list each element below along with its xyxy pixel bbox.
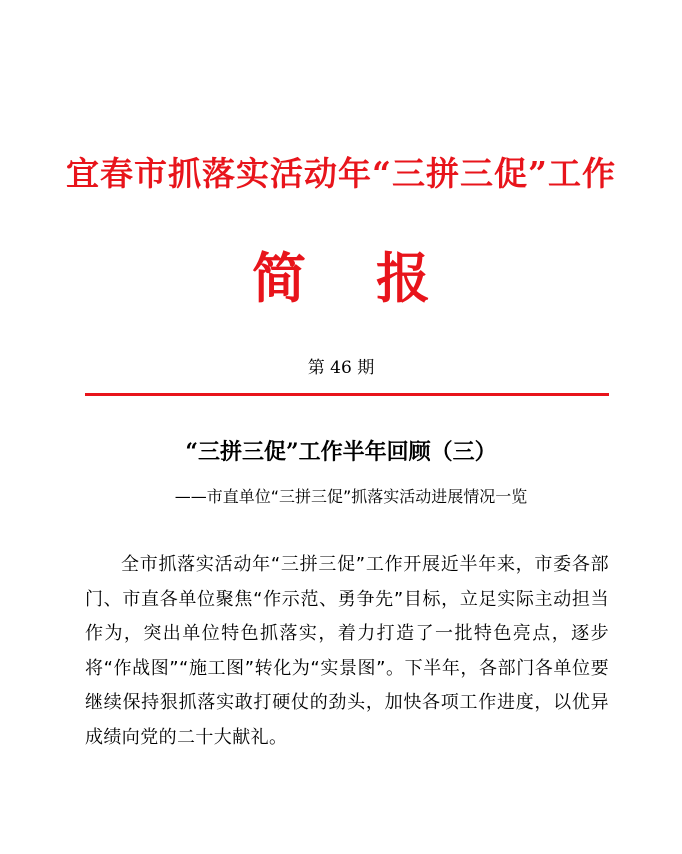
masthead-title: 简报	[252, 246, 500, 310]
issue-number: 第 46 期	[307, 358, 375, 378]
red-divider-rule	[85, 393, 609, 396]
article-body-paragraph: 全市抓落实活动年“三拼三促”工作开展近半年来，市委各部门、市直各单位聚焦“作示范、勇争先”目标，立足实际主动担当作为，突出单位特色抓落实，着力打造了一批特色亮点，逐步将“作战图”“施工图”转化为“实景图”。下半年，各部门各单位要继续保持狠抓落实敢打硬仗的劲头，加快各项工作进度，以优异成绩向党的二十大献礼。	[85, 554, 609, 748]
masthead-organization: 宜春市抓落实活动年“三拼三促”工作	[66, 154, 616, 193]
article-subtitle: ——市直单位“三拼三促”抓落实活动进展情况一览	[174, 487, 528, 506]
article-title: “三拼三促”工作半年回顾（三）	[185, 439, 497, 465]
